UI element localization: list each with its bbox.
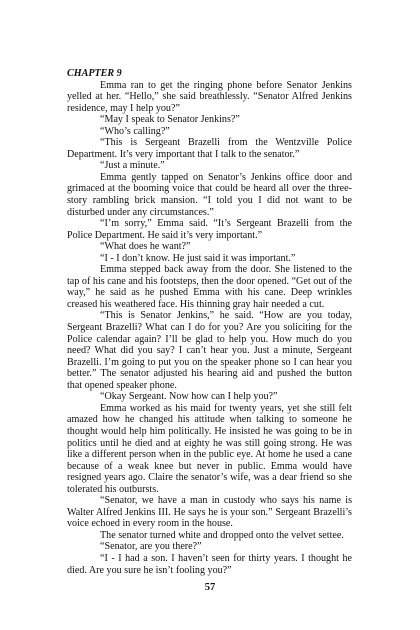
paragraph: The senator turned white and dropped onto the velvet settee. (100, 529, 344, 541)
paragraph: “What does he want?” (100, 241, 191, 253)
paragraph: “Okay Sergeant. Now how can I help you?” (100, 391, 278, 403)
paragraph: “Senator, are you there?” (100, 541, 202, 553)
paragraph: “This is Senator Jenkins,” he said. “How are you today, Sergeant Brazelli? What can I do for you? Are you soliciting for the Police calendar again? I’ll be glad to help you. How much do you need? What did you say? I can’t hear you. Just a minute, Sergeant Brazelli. I’m going to put you on the speaker phone so I can hear you better.” The senator adjusted his hearing aid and pushed the button that opened speaker phone. (67, 310, 352, 391)
paragraph: “This is Sergeant Brazelli from the Wentzville Police Department. It’s very important that I talk to the senator.” (67, 137, 352, 160)
paragraph: “Senator, we have a man in custody who says his name is Walter Alfred Jenkins III. He says he is your son.” Sergeant Brazelli’s voice echoed in every room in the house. (67, 495, 352, 530)
paragraph: “I - I don’t know. He just said it was important.” (100, 252, 296, 264)
paragraph: “I’m sorry,” Emma said. “It’s Sergeant Brazelli from the Police Department. He said it’s very important.” (67, 218, 352, 241)
paragraph: “Who’s calling?” (100, 125, 170, 137)
paragraph: Emma worked as his maid for twenty years, yet she still felt amazed how he changed his attitude when talking to someone he thought would help him politically. He insisted he was going to be in politics until he died and at eighty he was still going strong. He was like a different person when in the public eye. At home he used a cane because of a weak knee but never in public. Emma would have resigned years ago. Claire the senator’s wife, was a dear friend so she tolerated his outbursts. (67, 402, 352, 495)
paragraph: Emma ran to get the ringing phone before Senator Jenkins yelled at her. “Hello,” she said breathlessly. “Senator Alfred Jenkins residence, may I help you?” (67, 79, 352, 114)
paragraph: “I - I had a son. I haven’t seen for thirty years. I thought he died. Are you sure he isn’t fooling you?” (67, 552, 352, 576)
page-number: 57 (204, 582, 216, 593)
paragraph: “May I speak to Senator Jenkins?” (100, 114, 240, 126)
page-text (67, 68, 352, 576)
chapter-heading: CHAPTER 9 (67, 68, 122, 79)
paragraph: “Just a minute.” (100, 160, 165, 172)
paragraph: Emma gently tapped on Senator’s Jenkins office door and grimaced at the booming voice that could be heard all over the three-story rambling brick mansion. “I told you I did not want to be disturbed under any circumstances.” (67, 171, 352, 218)
paragraph: Emma stepped back away from the door. She listened to the tap of his cane and his footsteps, then the door opened. “Get out of the way,” he said as he pushed Emma with his cane. Deep wrinkles creased his weathered face. His thinning gray hair needed a cut. (67, 264, 352, 310)
